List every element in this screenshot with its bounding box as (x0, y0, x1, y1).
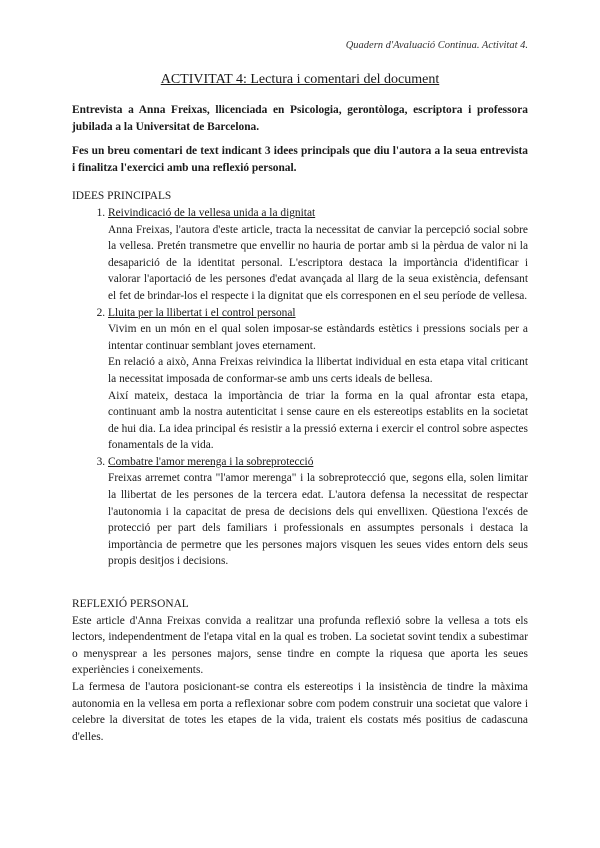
document-body (72, 102, 528, 745)
reflection-section (72, 596, 528, 745)
reflection-paragraph: La fermesa de l'autora posicionant-se contra els estereotips i la insistència de tindre la màxima autonomia en la vellesa em porta a reflexionar sobre com podem construir una societat que valore i celebre la diversitat de totes les etapes de la vida, traient els costats més positius de cadascuna d'elles. (72, 681, 528, 743)
idea-item-2 (108, 305, 528, 454)
idea-paragraph: Anna Freixas, l'autora d'este article, tracta la necessitat de canviar la percepció social sobre la vellesa. Pretén transmetre que envellir no hauria de portar amb si la pèrdua de valor ni la desaparició de la identitat personal. L'escriptora destaca la importància d'identificar i valorar l'aportació de les persones d'edat avançada al llarg de la seua existència, defensant el fet de brindar-los el respecte i la dignitat que els corresponen en el seu període de vellesa. (108, 223, 528, 302)
idea-title: 1. Reivindicació de la vellesa unida a la dignitat (108, 206, 316, 219)
ideas-heading: IDEES PRINCIPALS (72, 190, 172, 203)
idea-item-1 (108, 205, 528, 305)
idea-title: 2. Lluita per la llibertat i el control personal (108, 306, 296, 319)
ideas-list (72, 205, 528, 570)
intro-paragraph-1: Entrevista a Anna Freixas, llicenciada en Psicologia, gerontòloga, escriptora i professora jubilada a la Universitat de Barcelona. (72, 104, 528, 133)
idea-paragraph: Vivim en un món en el qual solen imposar-se estàndards estètics i pressions socials per a intentar continuar semblant joves eternament. (108, 323, 528, 352)
idea-paragraph: Així mateix, destaca la importància de triar la forma en la qual afrontar esta etapa, continuant amb la nostra autenticitat i sense caure en els estereotips establits en la societat de hui dia. La idea principal és resistir a la pressió externa i exercir el control sobre aspectes fonamentals de la vida. (108, 389, 528, 452)
page-title: ACTIVITAT 4: Lectura i comentari del document (160, 72, 440, 87)
idea-paragraph: Freixas arremet contra "l'amor merenga" i la sobreprotecció que, segons ella, solen limitar la llibertat de les persones de la tercera edat. L'autora defensa la necessitat de respectar l'autonomia i la capacitat de presa de decisions dels qui envellixen. Qüestiona l'excés de protecció per part dels familiars i professionals en assumptes personals i destaca la importància de permetre que les persones majors visquen les seues vides entorn dels seus propis desitjos i decisions. (108, 472, 528, 568)
idea-title: 3. Combatre l'amor merenga i la sobreprotecció (108, 455, 314, 468)
intro-paragraph-2: Fes un breu comentari de text indicant 3 idees principals que diu l'autora a la seua entrevista i finalitza l'exercici amb una reflexió personal. (72, 145, 528, 174)
reflection-heading: REFLEXIÓ PERSONAL (72, 598, 189, 611)
page-header: Quadern d'Avaluació Continua. Activitat 4. (345, 40, 528, 51)
idea-item-3 (108, 454, 528, 570)
idea-paragraph: En relació a això, Anna Freixas reivindica la llibertat individual en esta etapa vital criticant la necessitat imposada de conformar-se amb uns certs ideals de bellesa. (108, 356, 528, 385)
reflection-paragraph: Este article d'Anna Freixas convida a realitzar una profunda reflexió sobre la vellesa a tots els lectors, independentment de l'etapa vital en la qual es troben. La societat sovint tendix a subestimar o menysprear a les persones majors, sense tindre en compte la riquesa que aporta les seues experiències i coneixements. (72, 614, 528, 677)
